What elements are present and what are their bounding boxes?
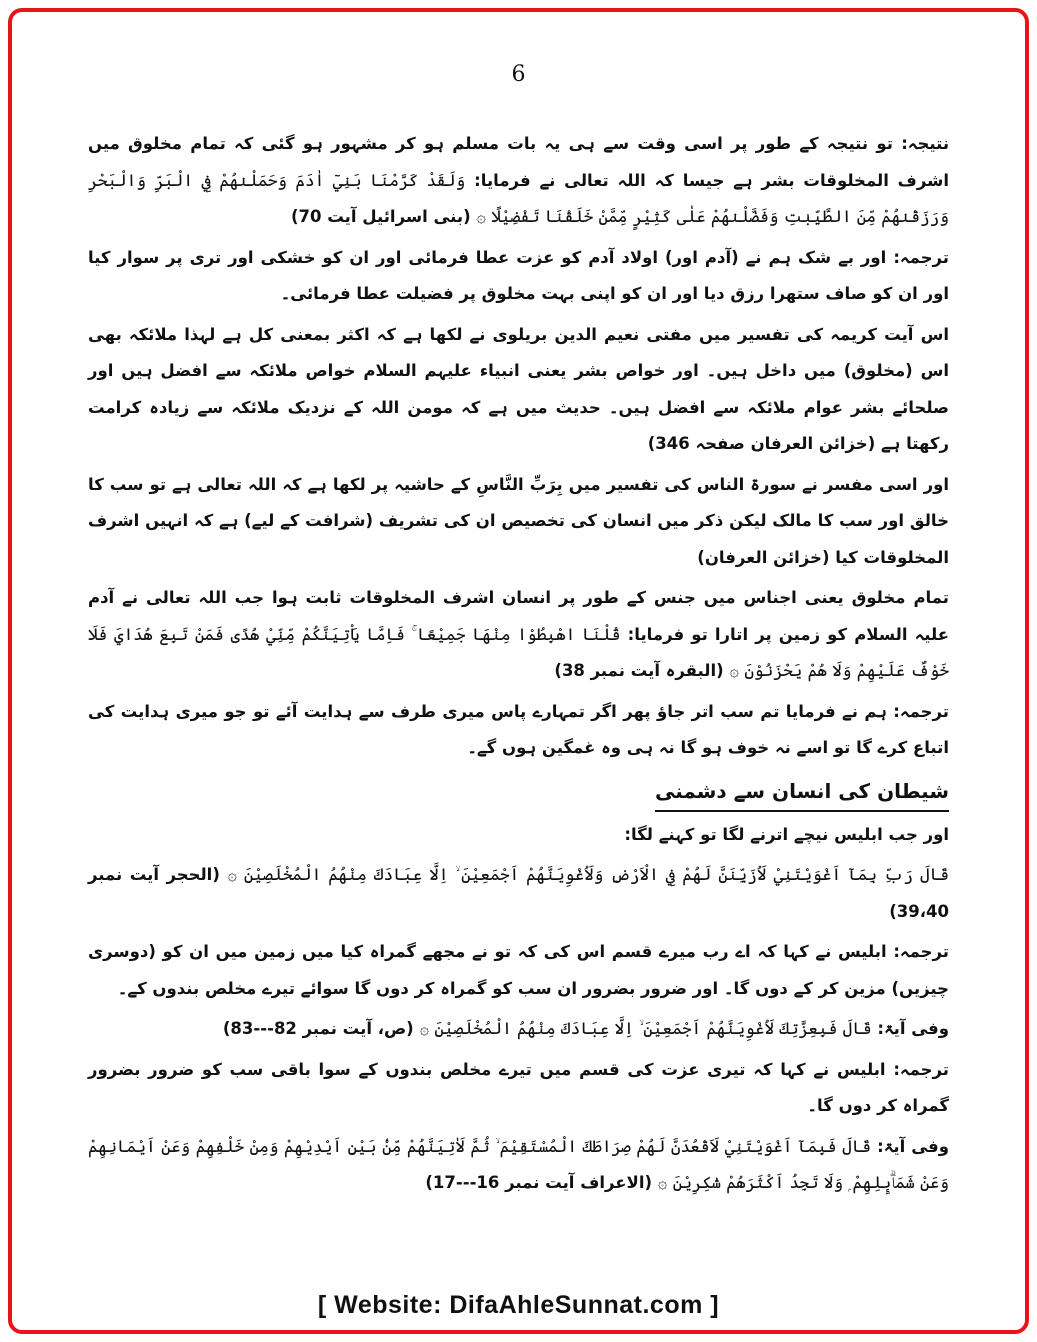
quran-verse: قَالَ رَبِّ بِمَآ اَغْوَيْتَنِيْ لَاُزَيِّنَنَّ لَهُمْ فِي الْاَرْضِ وَلَاُغْوِيَنَّهُمْ اَجْمَعِيْنَ ۙ اِلَّا عِبَادَكَ مِنْهُمُ الْمُخْلَصِيْنَ ۞ — [227, 865, 949, 884]
section-intro — [88, 126, 949, 767]
paragraph-text: وفی آیۃ: — [877, 1136, 949, 1156]
paragraph — [88, 1129, 949, 1202]
paragraph — [88, 126, 949, 236]
paragraph — [88, 580, 949, 690]
paragraph — [88, 694, 949, 767]
paragraph — [88, 1011, 949, 1048]
page-content — [88, 126, 949, 1206]
quran-verse: قَالَ فَبِعِزَّتِكَ لَاُغْوِيَنَّهُمْ اَجْمَعِيْنَ ۙ اِلَّا عِبَادَكَ مِنْهُمُ الْمُخْلَصِيْنَ ۞ — [419, 1019, 872, 1038]
paragraph — [88, 1052, 949, 1125]
website-footer: [ Website: DifaAhleSunnat.com ] — [317, 1291, 720, 1319]
quran-verse: قُلْنَا اهْبِطُوْا مِنْهَا جَمِيْعًا ۚ فَاِمَّا يَاْتِيَنَّكُمْ مِّنِّيْ هُدًى فَمَنْ تَبِعَ هُدَايَ فَلَا خَوْفٌ عَلَيْهِمْ وَلَا هُمْ يَحْزَنُوْنَ ۞ — [88, 624, 949, 680]
paragraph-text: تو نتیجہ کے طور پر اسی وقت سے ہی یہ بات مسلم ہو کر مشہور ہو گئی کہ تمام مخلوق میں اشرف المخلوقات بشر ہے جیسا کہ اللہ تعالی نے فرمایا: — [88, 134, 949, 190]
paragraph-label: ترجمہ: — [893, 247, 949, 267]
paragraph — [88, 240, 949, 313]
citation: (الحجر آیت نمبر 39،40) — [88, 865, 949, 921]
paragraph-text: اور اسی مفسر نے سورۃ الناس کی تفسیر میں بِرَبِّ النَّاسِ کے حاشیہ پر لکھا ہے کہ اللہ تعالی ہے تو سب کا خالق اور سب کا مالک لیکن ذکر میں انسان کی تخصیص ان کی تشریف (شرافت کے لیے) ہے کہ انہیں اشرف المخلوقات کیا — [88, 474, 949, 567]
paragraph-text: تمام مخلوق یعنی اجناس میں جنس کے طور پر انسان اشرف المخلوقات ثابت ہوا جب اللہ تعالی نے آدم علیہ السلام کو زمین پر اتارا تو فرمایا: — [88, 588, 949, 644]
citation: (ص، آیت نمبر 82---83) — [222, 1019, 414, 1038]
paragraph-text: وفی آیۃ: — [877, 1019, 949, 1038]
paragraph — [88, 467, 949, 577]
citation: (بنی اسرائیل آیت 70) — [290, 207, 471, 226]
citation: (البقرہ آیت نمبر 38) — [554, 661, 724, 680]
citation: (خزائن العرفان صفحہ 346) — [647, 434, 876, 453]
citation: (خزائن العرفان) — [697, 547, 830, 567]
quran-verse: قَالَ فَبِمَآ اَغْوَيْتَنِيْ لَاَقْعُدَنَّ لَهُمْ صِرَاطَكَ الْمُسْتَقِيْمَ ۙ ثُمَّ لَاٰتِيَنَّهُمْ مِّنْۢ بَيْنِ اَيْدِيْهِمْ وَمِنْ خَلْفِهِمْ وَعَنْ اَيْمَانِهِمْ وَعَنْ شَمَاۗىِٕلِهِمْ ۭ وَلَا تَجِدُ اَكْثَرَهُمْ شٰكِرِيْنَ ۞ — [88, 1136, 949, 1192]
heading-wrap — [88, 773, 949, 813]
paragraph — [88, 317, 949, 463]
paragraph-label: نتیجہ: — [901, 134, 950, 153]
paragraph-text: ترجمہ: ہم نے فرمایا تم سب اتر جاؤ پھر اگر تمہارے پاس میری طرف سے ہدایت آئے تو جو میری ہدایت کی اتباع کرے گا تو اسے نہ خوف ہو گا نہ ہی وہ غمگین ہوں گے۔ — [88, 701, 949, 757]
paragraph — [88, 934, 949, 1007]
paragraph — [88, 817, 949, 854]
paragraph-label: ترجمہ: — [893, 942, 949, 961]
paragraph — [88, 857, 949, 930]
citation: (الاعراف آیت نمبر 16---17) — [425, 1173, 653, 1192]
paragraph-text: ابلیس نے کہا کہ اے رب میرے قسم اس کی کہ تو نے مجھے گمراہ کیا میں زمین میں ان کو (دوسری چیزیں) مزین کر کے دوں گا۔ اور ضرور بضرور ان سب کو گمراہ کر دوں گا سوائے تیرے مخلص بندوں کے۔ — [88, 942, 949, 998]
paragraph-text: ابلیس نے کہا کہ تیری عزت کی قسم میں تیرے مخلص بندوں کے سوا باقی سب کو ضرور بضرور گمراہ کر دوں گا۔ — [88, 1059, 949, 1115]
section-heading: شیطان کی انسان سے دشمنی — [655, 774, 949, 812]
paragraph-text: اور بے شک ہم نے (آدم اور) اولاد آدم کو عزت عطا فرمائی اور ان کو خشکی اور تری پر سوار کیا اور ان کو صاف ستھرا رزق دیا اور ان کو اپنی بہت مخلوق پر فضیلت عطا فرمائی۔ — [88, 247, 949, 303]
paragraph-text: اس آیت کریمہ کی تفسیر میں مفتی نعیم الدین بریلوی نے لکھا ہے کہ اکثر بمعنی کل ہے لہذا ملائکہ بھی اس (مخلوق) میں داخل ہیں۔ اور خواص بشر یعنی انبیاء علیہم السلام خواص ملائکہ سے افضل ہیں اور صلحائے بشر عوام ملائکہ سے افضل ہیں۔ حدیث میں ہے کہ مومن اللہ کے نزدیک ملائکہ سے زیادہ کرامت رکھتا ہے — [88, 324, 949, 453]
paragraph-text: اور جب ابلیس نیچے اترنے لگا تو کہنے لگا: — [624, 824, 949, 844]
page-number: 6 — [511, 62, 526, 87]
paragraph-label: ترجمہ: — [893, 1059, 949, 1079]
section-shaitan — [88, 817, 949, 1202]
quran-verse: وَلَقَدْ كَرَّمْنَا بَنِيٓ اٰدَمَ وَحَمَلْنٰهُمْ فِي الْبَرِّ وَالْبَحْرِ وَرَزَقْنٰهُمْ مِّنَ الطَّيِّبٰتِ وَفَضَّلْنٰهُمْ عَلٰى كَثِيْرٍ مِّمَّنْ خَلَقْنَا تَفْضِيْلًا ۞ — [88, 170, 949, 226]
